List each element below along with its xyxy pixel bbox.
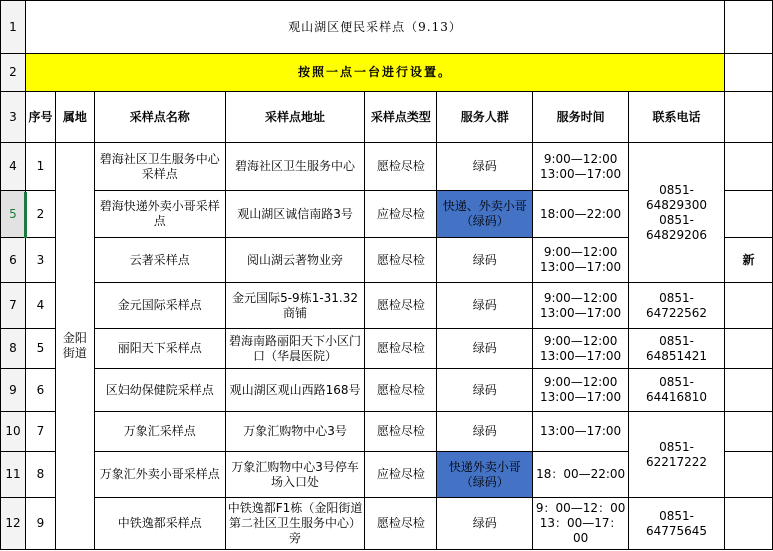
notice-row: [1, 54, 773, 92]
seq-cell[interactable]: 5: [25, 329, 55, 369]
notice-banner: 按照一点一台进行设置。: [25, 54, 724, 92]
district-cell[interactable]: 金阳街道: [55, 143, 94, 550]
empty-cell[interactable]: [725, 329, 773, 369]
time-cell[interactable]: 9:00—12:00 13:00—17:00: [533, 238, 629, 283]
site-name-cell[interactable]: 碧海社区卫生服务中心采样点: [94, 143, 225, 191]
row-header[interactable]: 1: [1, 1, 26, 54]
phone-cell[interactable]: 0851-64829300 0851-64829206: [629, 143, 725, 283]
empty-cell[interactable]: [725, 92, 773, 143]
crowd-cell-highlight[interactable]: 快递、外卖小哥（绿码）: [437, 191, 533, 238]
site-name-cell[interactable]: 云著采样点: [94, 238, 225, 283]
row-header[interactable]: 9: [1, 369, 26, 412]
header-cell: 采样点类型: [365, 92, 437, 143]
header-cell: 服务人群: [437, 92, 533, 143]
time-cell[interactable]: 13:00—17:00: [533, 412, 629, 452]
crowd-cell[interactable]: 绿码: [437, 498, 533, 550]
table-row: [1, 283, 773, 329]
type-cell[interactable]: 愿检尽检: [365, 329, 437, 369]
row-header[interactable]: 8: [1, 329, 26, 369]
page-title: 观山湖区便民采样点（9.13）: [25, 1, 724, 54]
seq-cell[interactable]: 8: [25, 452, 55, 498]
time-cell[interactable]: 9:00—12:00 13:00—17:00: [533, 143, 629, 191]
empty-cell[interactable]: [725, 1, 773, 54]
time-cell[interactable]: 9：00—12：00 13：00—17：00: [533, 498, 629, 550]
address-cell[interactable]: 碧海社区卫生服务中心: [225, 143, 365, 191]
type-cell[interactable]: 愿检尽检: [365, 369, 437, 412]
type-cell[interactable]: 愿检尽检: [365, 498, 437, 550]
table-row: [1, 143, 773, 191]
type-cell[interactable]: 应检尽检: [365, 191, 437, 238]
header-cell: 属地: [55, 92, 94, 143]
phone-cell[interactable]: 0851-64416810: [629, 369, 725, 412]
row-header[interactable]: 4: [1, 143, 26, 191]
crowd-cell[interactable]: 绿码: [437, 369, 533, 412]
crowd-cell[interactable]: 绿码: [437, 283, 533, 329]
seq-cell[interactable]: 6: [25, 369, 55, 412]
crowd-cell[interactable]: 绿码: [437, 329, 533, 369]
address-cell[interactable]: 万象汇购物中心3号: [225, 412, 365, 452]
site-name-cell[interactable]: 金元国际采样点: [94, 283, 225, 329]
address-cell[interactable]: 中铁逸都F1栋（金阳街道第二社区卫生服务中心）旁: [225, 498, 365, 550]
crowd-cell[interactable]: 绿码: [437, 143, 533, 191]
empty-cell[interactable]: [725, 452, 773, 498]
type-cell[interactable]: 愿检尽检: [365, 283, 437, 329]
row-header[interactable]: 11: [1, 452, 26, 498]
address-cell[interactable]: 观山湖区观山西路168号: [225, 369, 365, 412]
time-cell[interactable]: 9:00—12:00 13:00—17:00: [533, 329, 629, 369]
site-name-cell[interactable]: 丽阳天下采样点: [94, 329, 225, 369]
address-cell[interactable]: 金元国际5-9栋1-31.32商铺: [225, 283, 365, 329]
header-cell: 序号: [25, 92, 55, 143]
crowd-cell[interactable]: 绿码: [437, 412, 533, 452]
header-cell: 联系电话: [629, 92, 725, 143]
new-tag[interactable]: 新: [725, 238, 773, 283]
crowd-cell[interactable]: 绿码: [437, 238, 533, 283]
time-cell[interactable]: 9:00—12:00 13:00—17:00: [533, 283, 629, 329]
row-header-selected[interactable]: 5: [1, 191, 26, 238]
table-row: [1, 369, 773, 412]
site-name-cell[interactable]: 中铁逸都采样点: [94, 498, 225, 550]
header-cell: 采样点名称: [94, 92, 225, 143]
table-row: [1, 498, 773, 550]
address-cell[interactable]: 观山湖区诚信南路3号: [225, 191, 365, 238]
time-cell[interactable]: 18:00—22:00: [533, 191, 629, 238]
type-cell[interactable]: 愿检尽检: [365, 412, 437, 452]
crowd-cell-highlight[interactable]: 快递外卖小哥（绿码）: [437, 452, 533, 498]
site-name-cell[interactable]: 区妇幼保健院采样点: [94, 369, 225, 412]
seq-cell[interactable]: 4: [25, 283, 55, 329]
row-header[interactable]: 7: [1, 283, 26, 329]
seq-cell[interactable]: 2: [25, 191, 55, 238]
site-name-cell[interactable]: 万象汇外卖小哥采样点: [94, 452, 225, 498]
empty-cell[interactable]: [725, 143, 773, 191]
address-cell[interactable]: 碧海南路丽阳天下小区门口（华晨医院）: [225, 329, 365, 369]
time-cell[interactable]: 18：00—22:00: [533, 452, 629, 498]
seq-cell[interactable]: 9: [25, 498, 55, 550]
empty-cell[interactable]: [725, 412, 773, 452]
time-cell[interactable]: 9:00—12:00 13:00—17:00: [533, 369, 629, 412]
site-name-cell[interactable]: 碧海快递外卖小哥采样点: [94, 191, 225, 238]
phone-cell[interactable]: 0851-64775645: [629, 498, 725, 550]
table-row: [1, 412, 773, 452]
site-name-cell[interactable]: 万象汇采样点: [94, 412, 225, 452]
seq-cell[interactable]: 7: [25, 412, 55, 452]
header-cell: 服务时间: [533, 92, 629, 143]
title-row: [1, 1, 773, 54]
empty-cell[interactable]: [725, 369, 773, 412]
table-row: [1, 329, 773, 369]
seq-cell[interactable]: 1: [25, 143, 55, 191]
row-header[interactable]: 2: [1, 54, 26, 92]
phone-cell[interactable]: 0851-64722562: [629, 283, 725, 329]
type-cell[interactable]: 应检尽检: [365, 452, 437, 498]
address-cell[interactable]: 阅山湖云著物业旁: [225, 238, 365, 283]
empty-cell[interactable]: [725, 283, 773, 329]
type-cell[interactable]: 愿检尽检: [365, 238, 437, 283]
header-row: [1, 92, 773, 143]
row-header[interactable]: 10: [1, 412, 26, 452]
row-header[interactable]: 3: [1, 92, 26, 143]
type-cell[interactable]: 愿检尽检: [365, 143, 437, 191]
address-cell[interactable]: 万象汇购物中心3号停车场入口处: [225, 452, 365, 498]
empty-cell[interactable]: [725, 191, 773, 238]
row-header[interactable]: 12: [1, 498, 26, 550]
seq-cell[interactable]: 3: [25, 238, 55, 283]
header-cell: 采样点地址: [225, 92, 365, 143]
phone-cell[interactable]: 0851-62217222: [629, 412, 725, 498]
empty-cell[interactable]: [725, 54, 773, 92]
empty-cell[interactable]: [725, 498, 773, 550]
selection-indicator: [24, 192, 27, 238]
phone-cell[interactable]: 0851-64851421: [629, 329, 725, 369]
row-header[interactable]: 6: [1, 238, 26, 283]
